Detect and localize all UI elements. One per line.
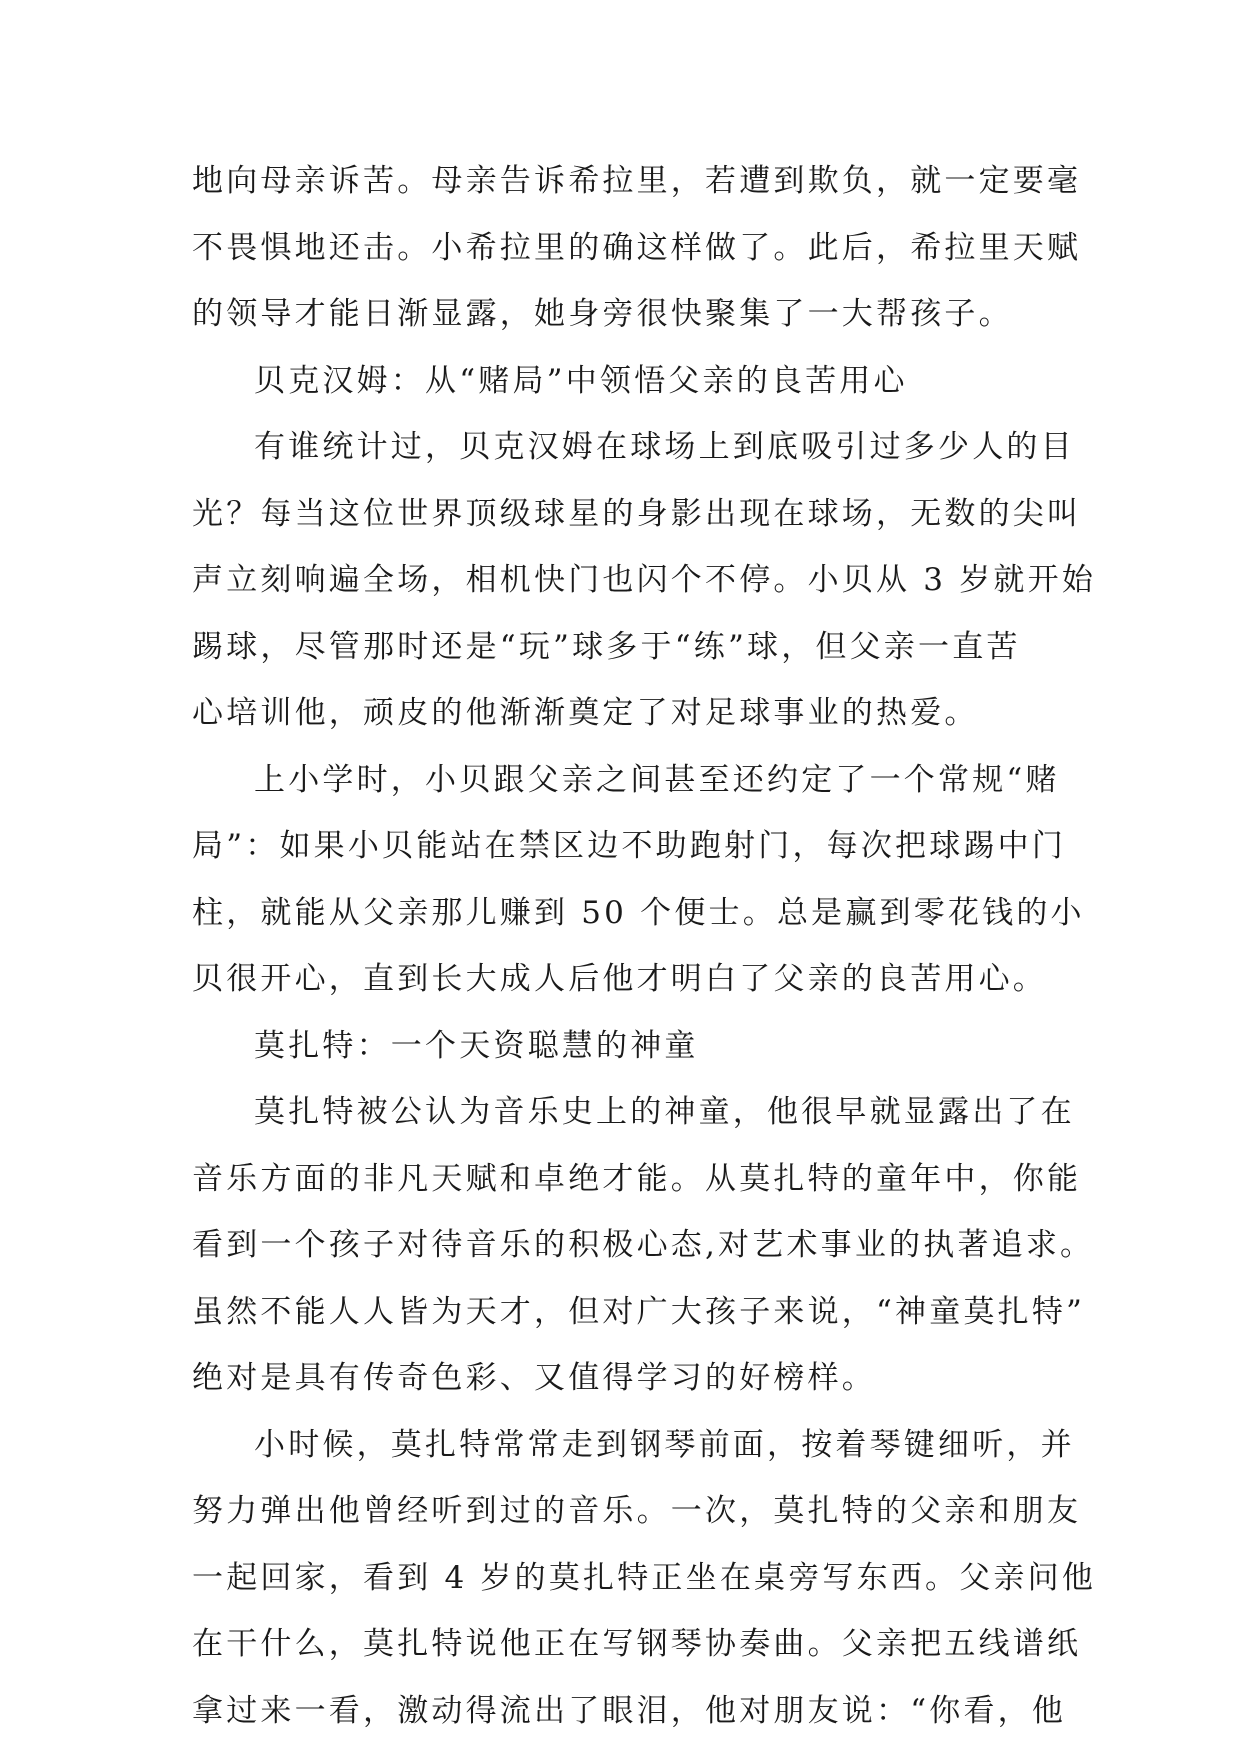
text-line: 拿过来一看，激动得流出了眼泪，他对朋友说：“你看，他: [192, 1692, 1067, 1729]
text-line: 在干什么，莫扎特说他正在写钢琴协奏曲。父亲把五线谱纸: [192, 1626, 1082, 1662]
text-line: 踢球，尽管那时还是“玩”球多于“练”球，但父亲一直苦: [192, 628, 1021, 665]
text-line: 一起回家，看到 4 岁的莫扎特正坐在桌旁写东西。父亲问他: [192, 1559, 1097, 1596]
text-line: 音乐方面的非凡天赋和卓绝才能。从莫扎特的童年中，你能: [192, 1160, 1082, 1197]
text-line: 莫扎特：一个天资聪慧的神童: [254, 1027, 699, 1064]
text-line: 声立刻响遍全场，相机快门也闪个不停。小贝从 3 岁就开始: [192, 562, 1097, 598]
text-line: 有谁统计过，贝克汉姆在球场上到底吸引过多少人的目: [254, 429, 1075, 465]
text-line: 莫扎特被公认为音乐史上的神童，他很早就显露出了在: [254, 1094, 1075, 1130]
text-line: 地向母亲诉苦。母亲告诉希拉里，若遭到欺负，就一定要毫: [192, 163, 1082, 199]
text-line: 贝很开心，直到长大成人后他才明白了父亲的良苦用心。: [192, 961, 1047, 997]
text-line: 的领导才能日渐显露，她身旁很快聚集了一大帮孩子。: [192, 296, 1013, 332]
text-line: 不畏惧地还击。小希拉里的确这样做了。此后，希拉里天赋: [192, 229, 1082, 266]
text-line: 柱，就能从父亲那儿赚到 50 个便士。总是赢到零花钱的小: [192, 894, 1085, 931]
text-line: 局”：如果小贝能站在禁区边不助跑射门，每次把球踢中门: [192, 828, 1067, 864]
text-line: 贝克汉姆：从“赌局”中领悟父亲的良苦用心: [254, 362, 908, 399]
text-line: 光？每当这位世界顶级球星的身影出现在球场，无数的尖叫: [192, 495, 1082, 532]
document-page: [192, 148, 1097, 1744]
text-line: 虽然不能人人皆为天才，但对广大孩子来说，“神童莫扎特”: [192, 1293, 1086, 1330]
text-line: 努力弹出他曾经听到过的音乐。一次，莫扎特的父亲和朋友: [192, 1493, 1082, 1529]
text-line: 小时候，莫扎特常常走到钢琴前面，按着琴键细听，并: [254, 1426, 1075, 1463]
text-line: 上小学时，小贝跟父亲之间甚至还约定了一个常规“赌: [254, 761, 1060, 798]
text-line: 心培训他，顽皮的他渐渐奠定了对足球事业的热爱。: [192, 695, 979, 731]
text-line: 看到一个孩子对待音乐的积极心态,对艺术事业的执著追求。: [192, 1227, 1095, 1263]
text-line: 绝对是具有传奇色彩、又值得学习的好榜样。: [192, 1360, 876, 1396]
